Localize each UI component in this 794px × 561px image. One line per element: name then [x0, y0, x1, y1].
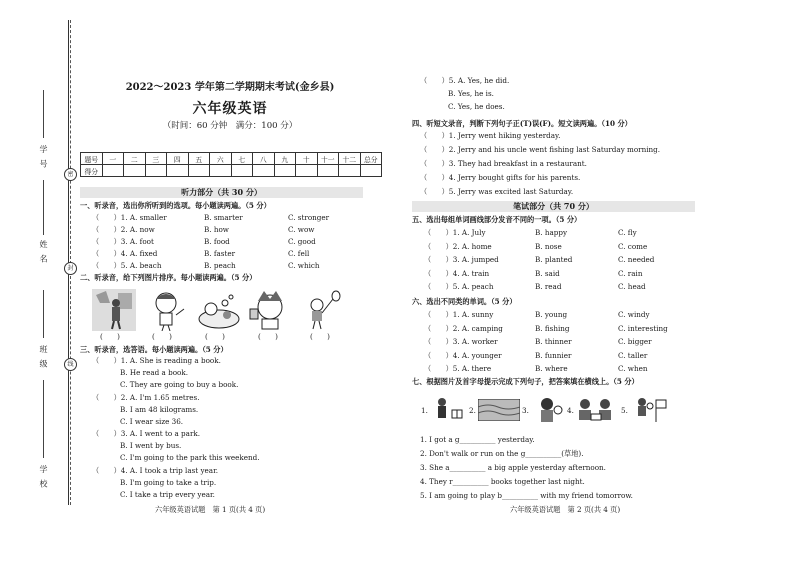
q2-answer-blank: ( )	[152, 332, 172, 341]
subject-title: 六年级英语	[192, 101, 268, 117]
q1-item-option-b: B. faster	[204, 249, 236, 258]
seal-mark-xian: 线	[64, 358, 77, 371]
q7-sentence: 4. They r__________ books together last night.	[420, 477, 585, 486]
q6-item-option-c: C. taller	[618, 350, 648, 360]
written-section-bar	[412, 201, 695, 212]
q3-5-option-c: C. Yes, he does.	[448, 102, 505, 111]
q5-item-option-b: B. said	[535, 268, 560, 278]
q6-item-stem: （ ）1. A. sunny	[424, 310, 494, 319]
q5-item-stem: （ ）4. A. train	[424, 268, 490, 278]
pic-girl-speaking	[146, 289, 190, 331]
q6-item-option-b: B. where	[535, 364, 568, 373]
q1-item-option-c: C. which	[288, 261, 320, 270]
score-header-cell: 五	[188, 153, 210, 165]
q3-option-b: B. I went by bus.	[120, 441, 182, 450]
seal-mark-feng: 封	[64, 262, 77, 275]
q4-statement: （ ）4. Jerry bought gifts for his parents.	[420, 173, 581, 182]
q6-item-option-c: C. bigger	[618, 337, 652, 346]
q4-title: 四、听短文录音，判断下列句子正(T)误(F)。短文读两遍。（10 分）	[412, 119, 632, 128]
pic-girl-umbrella	[92, 289, 136, 331]
q7-sentence: 5. I am going to play b__________ with my friend tomorrow.	[420, 491, 633, 500]
q5-item-option-b: B. planted	[535, 255, 573, 264]
score-header-cell: 三	[145, 153, 167, 165]
score-header-row	[81, 153, 382, 165]
q7-pic-basketball	[630, 396, 670, 424]
score-input-cell[interactable]	[339, 165, 361, 177]
score-header-cell: 二	[124, 153, 146, 165]
number-underline	[43, 90, 44, 138]
q7-pic-number: 4.	[567, 406, 574, 415]
q5-item-option-c: C. needed	[618, 255, 655, 264]
score-input-cell[interactable]	[360, 165, 382, 177]
score-input-cell[interactable]	[188, 165, 210, 177]
score-row-label: 得分	[81, 165, 103, 177]
pic-boy-drinking	[248, 289, 292, 331]
school-label: 学 校	[39, 465, 48, 490]
q4-statement: （ ）5. Jerry was excited last Saturday.	[420, 187, 574, 196]
score-input-cell[interactable]	[253, 165, 275, 177]
q1-item-stem: （ ）5. A. beach	[92, 261, 162, 270]
q1-item-option-c: C. stronger	[288, 213, 330, 222]
q5-item-stem: （ ）3. A. jumped	[424, 255, 499, 264]
score-input-cell[interactable]	[124, 165, 146, 177]
q2-answer-blank: ( )	[205, 332, 225, 341]
q3-5-option-b: B. Yes, he is.	[448, 89, 494, 98]
q7-pic-number: 5.	[621, 406, 628, 415]
score-header-cell: 八	[253, 153, 275, 165]
q3-option-b: B. I'm going to take a trip.	[120, 477, 217, 487]
q2-answer-blank: ( )	[310, 332, 330, 341]
q3-option-c: C. I take a trip every year.	[120, 489, 215, 499]
q1-item-option-b: B. food	[204, 237, 230, 246]
q6-item-stem: （ ）5. A. there	[424, 364, 492, 373]
q6-item-stem: （ ）4. A. younger	[424, 350, 502, 360]
number-label: 学 号	[39, 145, 48, 170]
score-header-cell: 题号	[81, 153, 103, 165]
class-label: 班 级	[39, 345, 48, 370]
score-header-cell: 七	[231, 153, 253, 165]
score-input-cell[interactable]	[231, 165, 253, 177]
q1-item-option-c: C. wow	[288, 225, 315, 234]
name-underline	[43, 180, 44, 235]
written-title: 笔试部分（共 70 分）	[509, 201, 598, 211]
q4-statement: （ ）2. Jerry and his uncle went fishing last Saturday morning.	[420, 145, 661, 154]
score-value-row	[81, 165, 382, 177]
q5-item-stem: （ ）5. A. peach	[424, 282, 494, 291]
q7-pic-number: 1.	[421, 406, 428, 415]
q3-option-a: （ ）1. A. She is reading a book.	[92, 356, 221, 365]
score-header-cell: 总分	[360, 153, 382, 165]
pic-bathtub	[197, 289, 241, 331]
q6-item-option-b: B. young	[535, 310, 568, 319]
score-header-cell: 十二	[339, 153, 361, 165]
q1-title: 一、听录音，选出你所听到的选项。每小题读两遍。（5 分）	[80, 201, 271, 210]
q1-item-stem: （ ）1. A. smaller	[92, 213, 167, 222]
q1-item-option-c: C. good	[288, 237, 316, 246]
q6-item-stem: （ ）2. A. camping	[424, 323, 503, 333]
q6-item-stem: （ ）3. A. worker	[424, 337, 498, 346]
name-label: 姓 名	[39, 240, 48, 265]
q5-title: 五、选出每组单词画线部分发音不同的一项。（5 分）	[412, 215, 582, 224]
score-input-cell[interactable]	[102, 165, 124, 177]
score-header-cell: 十	[296, 153, 318, 165]
q4-statement: （ ）1. Jerry went hiking yesterday.	[420, 131, 561, 140]
score-input-cell[interactable]	[274, 165, 296, 177]
q2-answer-blank: ( )	[258, 332, 278, 341]
q7-pic-gift	[432, 396, 468, 424]
q7-pic-reading	[575, 396, 619, 424]
school-underline	[43, 380, 44, 458]
q1-item-option-b: B. smarter	[204, 213, 243, 222]
q7-pic-apple	[531, 396, 565, 424]
q5-item-option-b: B. read	[535, 282, 562, 291]
q6-item-option-b: B. funnier	[535, 350, 572, 360]
listening-section-bar	[80, 187, 363, 198]
score-header-cell: 四	[167, 153, 189, 165]
score-input-cell[interactable]	[167, 165, 189, 177]
time-score: （时间：60 分钟 满分：100 分）	[162, 121, 298, 131]
q5-item-option-b: B. happy	[535, 228, 568, 237]
q6-item-option-c: C. windy	[618, 310, 650, 319]
q2-answer-blank: ( )	[100, 332, 120, 341]
q6-item-option-c: C. when	[618, 364, 648, 373]
q7-title: 七、根据图片及首字母提示完成下列句子，把答案填在横线上。（5 分）	[412, 377, 639, 386]
seal-mark-mi: 密	[64, 168, 77, 181]
score-table	[80, 152, 382, 177]
footer-right: 六年级英语试题 第 2 页(共 4 页)	[510, 505, 621, 514]
q3-title: 三、听录音，选答语。每小题读两遍。（5 分）	[80, 345, 228, 354]
score-input-cell[interactable]	[296, 165, 318, 177]
listening-title: 听力部分（共 30 分）	[177, 187, 266, 197]
score-header-cell: 一	[102, 153, 124, 165]
q1-item-stem: （ ）2. A. now	[92, 225, 155, 234]
score-header-cell: 十一	[317, 153, 339, 165]
q4-statement: （ ）3. They had breakfast in a restaurant.	[420, 159, 587, 168]
q3-option-c: C. I wear size 36.	[120, 416, 184, 426]
q5-item-option-b: B. nose	[535, 241, 562, 251]
q7-sentence: 2. Don't walk or run on the g__________(草地).	[420, 449, 584, 458]
q3-option-a: （ ）3. A. I went to a park.	[92, 429, 201, 438]
q7-pic-grass	[478, 399, 520, 421]
q3-option-c: C. They are going to buy a book.	[120, 380, 239, 389]
q5-item-option-c: C. fly	[618, 228, 637, 237]
q1-item-stem: （ ）4. A. fixed	[92, 249, 158, 258]
q3-option-b: B. He read a book.	[120, 368, 188, 377]
q5-item-stem: （ ）2. A. home	[424, 241, 492, 251]
q2-title: 二、听录音，给下列图片排序。每小题读两遍。（5 分）	[80, 273, 257, 282]
q3-5-option-a: （ ）5. A. Yes, he did.	[420, 76, 510, 85]
q1-item-option-b: B. how	[204, 225, 229, 234]
q1-item-option-b: B. peach	[204, 261, 236, 270]
score-header-cell: 六	[210, 153, 232, 165]
q7-pic-number: 3.	[522, 406, 529, 415]
q1-item-option-c: C. fell	[288, 249, 310, 258]
q3-option-c: C. I'm going to the park this weekend.	[120, 453, 260, 462]
score-header-cell: 九	[274, 153, 296, 165]
q3-option-b: B. I am 48 kilograms.	[120, 404, 199, 414]
q6-title: 六、选出不同类的单词。（5 分）	[412, 297, 517, 306]
pic-girl-badminton	[301, 289, 345, 331]
q6-item-option-b: B. thinner	[535, 337, 572, 346]
q5-item-option-c: C. head	[618, 282, 646, 291]
footer-left: 六年级英语试题 第 1 页(共 4 页)	[155, 505, 266, 514]
q6-item-option-b: B. fishing	[535, 323, 570, 333]
q6-item-option-c: C. interesting	[618, 323, 668, 333]
score-input-cell[interactable]	[145, 165, 167, 177]
q5-item-stem: （ ）1. A. July	[424, 228, 486, 237]
score-input-cell[interactable]	[210, 165, 232, 177]
q3-option-a: （ ）2. A. I'm 1.65 metres.	[92, 392, 200, 402]
score-input-cell[interactable]	[317, 165, 339, 177]
class-underline	[43, 290, 44, 338]
q7-sentence: 1. I got a g__________ yesterday.	[420, 435, 535, 444]
exam-title: 2022～2023 学年第二学期期末考试(金乡县)	[125, 82, 335, 93]
q7-sentence: 3. She a__________ a big apple yesterday afternoon.	[420, 463, 606, 472]
q5-item-option-c: C. rain	[618, 268, 643, 278]
q7-pic-number: 2.	[469, 406, 476, 415]
q3-option-a: （ ）4. A. I took a trip last year.	[92, 465, 219, 475]
q5-item-option-c: C. come	[618, 241, 648, 251]
q1-item-stem: （ ）3. A. foot	[92, 237, 154, 246]
